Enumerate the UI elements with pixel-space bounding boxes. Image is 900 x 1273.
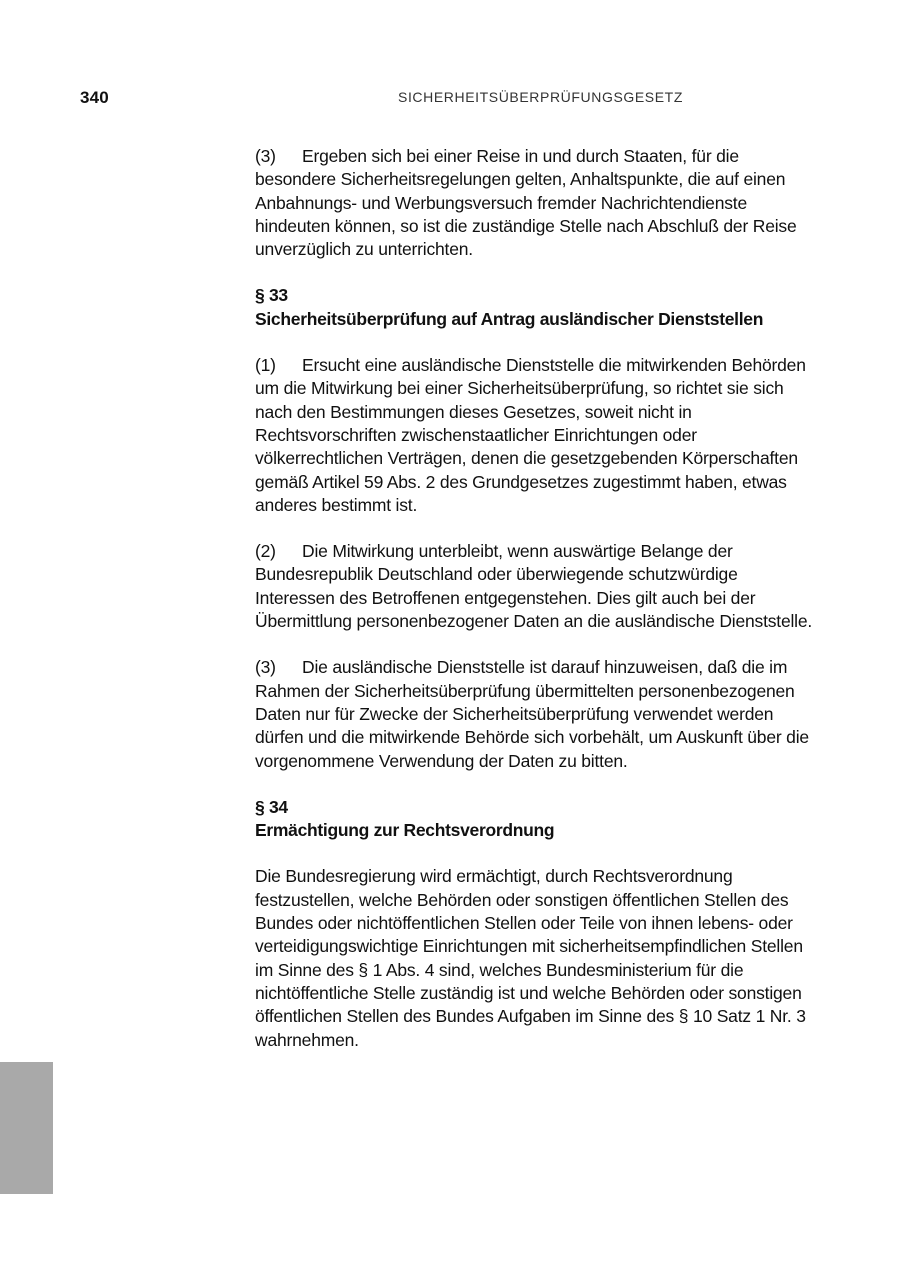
paragraph-text: Die ausländische Dienststelle ist darauf hinzuweisen, daß die im Rahmen der Sicherheitsüberprüfung übermittelten personenbezogenen Daten nur für Zwecke der Sicherheitsüberprüfung verwendet werden dürfen und die mitwirkende Behörde sich vorbehält, um Auskunft über die vorgenommene Verwendung der Daten zu bitten. [255,657,809,771]
section-title: Ermächtigung zur Rechtsverordnung [255,820,555,841]
paragraph-33-1 [255,354,815,517]
paragraph-32-3 [255,145,815,261]
section-heading-34 [255,796,815,843]
paragraph-text: Die Mitwirkung unterbleibt, wenn auswärtige Belange der Bundesrepublik Deutschland oder überwiegende schutzwürdige Interessen des Betroffenen entgegenstehen. Dies gilt auch bei der Übermittlung personenbezogener Daten an die ausländische Dienststelle. [255,541,813,632]
paragraph-number: (1) [255,355,276,376]
paragraph-33-3 [255,656,815,772]
page-content [255,145,815,1075]
paragraph-text: Die Bundesregierung wird ermächtigt, durch Rechtsverordnung festzustellen, welche Behörden oder sonstigen öffentlichen Stellen des Bundes oder nichtöffentlichen Stellen oder Teile von ihnen lebens- oder verteidigungswichtige Einrichtungen mit sicherheitsempfindlichen Stellen im Sinne des § 1 Abs. 4 sind, welches Bundesministerium für die nichtöffentliche Stelle zuständig ist und welche Behörden oder sonstigen öffentlichen Stellen des Bundes Aufgaben im Sinne des § 10 Satz 1 Nr. 3 wahrnehmen. [255,866,806,1050]
paragraph-text: Ersucht eine ausländische Dienststelle die mitwirkenden Behörden um die Mitwirkung bei einer Sicherheitsüberprüfung, so richtet sie sich nach den Bestimmungen dieses Gesetzes, soweit nicht in Rechtsvorschriften zwischenstaatlicher Einrichtungen oder völkerrechtlichen Verträgen, denen die gesetzgebenden Körperschaften gemäß Artikel 59 Abs. 2 des Grundgesetzes zugestimmt haben, etwas anderes bestimmt ist. [255,355,806,515]
paragraph-34 [255,865,815,1051]
thumb-index-tab [0,1062,53,1194]
section-number: § 33 [255,285,288,306]
section-number: § 34 [255,796,288,817]
paragraph-number: (3) [255,657,276,678]
paragraph-33-2 [255,540,815,633]
section-title: Sicherheitsüberprüfung auf Antrag ausländischer Dienststellen [255,308,764,329]
page-number: 340 [80,88,109,107]
running-head: SICHERHEITSÜBERPRÜFUNGSGESETZ [398,89,683,105]
paragraph-text: Ergeben sich bei einer Reise in und durch Staaten, für die besondere Sicherheitsregelungen gelten, Anhaltspunkte, die auf einen Anbahnungs- und Werbungsversuch fremder Nachrichtendienste hindeuten können, so ist die zuständige Stelle nach Abschluß der Reise unverzüglich zu unterrichten. [255,146,797,260]
paragraph-number: (3) [255,146,276,166]
section-heading-33 [255,284,815,331]
paragraph-number: (2) [255,541,276,562]
